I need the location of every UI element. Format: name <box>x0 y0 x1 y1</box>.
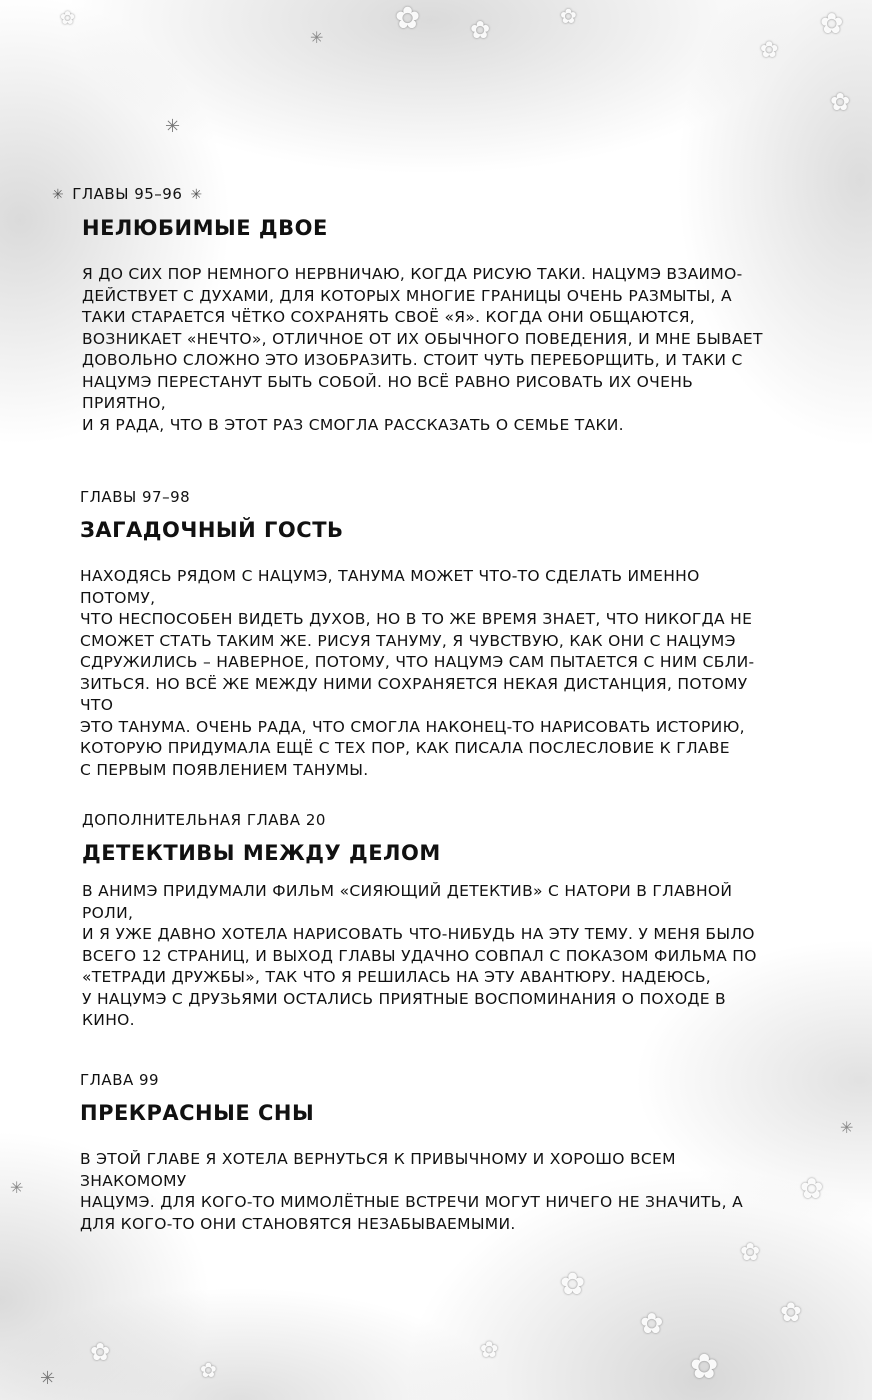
cherry-blossom-icon: ✿ <box>690 1347 719 1387</box>
cherry-blossom-icon: ✿ <box>60 8 76 29</box>
cherry-blossom-icon: ✿ <box>470 16 491 44</box>
cherry-blossom-icon: ✿ <box>480 1338 499 1363</box>
section-body: НАХОДЯСЬ РЯДОМ С НАЦУМЭ, ТАНУМА МОЖЕТ ЧТО-ТО СДЕЛАТЬ ИМЕННО ПОТОМУ, ЧТО НЕСПОСОБЕН ВИДЕТЬ ДУХОВ, НО В ТО ЖЕ ВРЕМЯ ЗНАЕТ, ЧТО НИКОГДА НЕ СМОЖЕТ СТАТЬ ТАКИМ ЖЕ. РИСУЯ ТАНУМУ, Я ЧУВСТВУЮ, КАК ОНИ С НАЦУМЭ СДРУЖИЛИСЬ – НАВЕРНОЕ, ПОТОМУ, ЧТО НАЦУМЭ САМ ПЫТАЕТСЯ С НИМ СБЛИ- ЗИТЬСЯ. НО ВСЁ ЖЕ МЕЖДУ НИМИ СОХРАНЯЕТСЯ НЕКАЯ ДИСТАНЦИЯ, ПОТОМУ ЧТО ЭТО ТАНУМА. ОЧЕНЬ РАДА, ЧТО СМОГЛА НАКОНЕЦ-ТО НАРИСОВАТЬ ИСТОРИЮ, КОТОРУЮ ПРИДУМАЛА ЕЩЁ С ТЕХ ПОР, КАК ПИСАЛА ПОСЛЕСЛОВИЕ К ГЛАВЕ С ПЕРВЫМ ПОЯВЛЕНИЕМ ТАНУМЫ. <box>80 567 755 779</box>
cherry-blossom-icon: ✿ <box>560 4 577 28</box>
sparkle-icon: ✳ <box>10 1178 24 1197</box>
cherry-blossom-icon: ✿ <box>560 1267 586 1302</box>
section-chapter-99 <box>80 1070 780 1235</box>
sparkle-icon: ✳ <box>190 187 203 203</box>
sparkle-icon: ✳ <box>165 116 181 137</box>
section-body: В АНИМЭ ПРИДУМАЛИ ФИЛЬМ «СИЯЮЩИЙ ДЕТЕКТИВ» С НАТОРИ В ГЛАВНОЙ РОЛИ, И Я УЖЕ ДАВНО ХОТЕЛА НАРИСОВАТЬ ЧТО-НИБУДЬ НА ЭТУ ТЕМУ. У МЕНЯ БЫЛО ВСЕГО 12 СТРАНИЦ, И ВЫХОД ГЛАВЫ УДАЧНО СОВПАЛ С ПОКАЗОМ ФИЛЬМА ПО «ТЕТРАДИ ДРУЖБЫ», ТАК ЧТО Я РЕШИЛАСЬ НА ЭТУ АВАНТЮРУ. НАДЕЮСЬ, У НАЦУМЭ С ДРУЗЬЯМИ ОСТАЛИСЬ ПРИЯТНЫЕ ВОСПОМИНАНИЯ О ПОХОДЕ В КИНО. <box>82 882 757 1029</box>
cherry-blossom-icon: ✿ <box>200 1358 217 1382</box>
section-title: ПРЕКРАСНЫЕ СНЫ <box>80 1101 315 1125</box>
cherry-blossom-icon: ✿ <box>740 1238 761 1266</box>
cherry-blossom-icon: ✿ <box>830 88 851 116</box>
cherry-blossom-icon: ✿ <box>760 38 779 63</box>
section-label: ДОПОЛНИТЕЛЬНАЯ ГЛАВА 20 <box>82 811 326 829</box>
cherry-blossom-icon: ✿ <box>780 1298 802 1328</box>
sparkle-icon: ✳ <box>40 1368 56 1389</box>
section-label: ГЛАВА 99 <box>80 1071 160 1089</box>
cherry-blossom-icon: ✿ <box>90 1338 111 1366</box>
section-label: ГЛАВЫ 97–98 <box>80 488 191 506</box>
cherry-blossom-icon: ✿ <box>800 1172 824 1205</box>
cherry-blossom-icon: ✿ <box>820 7 844 40</box>
sparkle-icon: ✳ <box>310 28 324 47</box>
cherry-blossom-icon: ✿ <box>395 1 421 36</box>
section-extra-chapter-20 <box>82 810 782 1032</box>
section-body: В ЭТОЙ ГЛАВЕ Я ХОТЕЛА ВЕРНУТЬСЯ К ПРИВЫЧНОМУ И ХОРОШО ВСЕМ ЗНАКОМОМУ НАЦУМЭ. ДЛЯ КОГО-ТО МИМОЛЁТНЫЕ ВСТРЕЧИ МОГУТ НИЧЕГО НЕ ЗНАЧИТЬ, А ДЛЯ КОГО-ТО ОНИ СТАНОВЯТСЯ НЕЗАБЫВАЕМЫМИ. <box>80 1150 743 1233</box>
sparkle-icon: ✳ <box>840 1118 854 1137</box>
section-title: ЗАГАДОЧНЫЙ ГОСТЬ <box>80 518 344 542</box>
section-label <box>52 184 782 205</box>
section-chapters-97-98 <box>80 487 780 781</box>
sparkle-icon: ✳ <box>52 187 65 203</box>
section-title: НЕЛЮБИМЫЕ ДВОЕ <box>82 216 328 240</box>
section-body: Я ДО СИХ ПОР НЕМНОГО НЕРВНИЧАЮ, КОГДА РИСУЮ ТАКИ. НАЦУМЭ ВЗАИМО- ДЕЙСТВУЕТ С ДУХАМИ, ДЛЯ КОТОРЫХ МНОГИЕ ГРАНИЦЫ ОЧЕНЬ РАЗМЫТЫ, А ТАКИ СТАРАЕТСЯ ЧЁТКО СОХРАНЯТЬ СВОЁ «Я». КОГДА ОНИ ОБЩАЮТСЯ, ВОЗНИКАЕТ «НЕЧТО», ОТЛИЧНОЕ ОТ ИХ ОБЫЧНОГО ПОВЕДЕНИЯ, И МНЕ БЫВАЕТ ДОВОЛЬНО СЛОЖНО ЭТО ИЗОБРАЗИТЬ. СТОИТ ЧУТЬ ПЕРЕБОРЩИТЬ, И ТАКИ С НАЦУМЭ ПЕРЕСТАНУТ БЫТЬ СОБОЙ. НО ВСЁ РАВНО РИСОВАТЬ ИХ ОЧЕНЬ ПРИЯТНО, И Я РАДА, ЧТО В ЭТОТ РАЗ СМОГЛА РАССКАЗАТЬ О СЕМЬЕ ТАКИ. <box>82 265 763 434</box>
section-title: ДЕТЕКТИВЫ МЕЖДУ ДЕЛОМ <box>82 841 441 865</box>
cherry-blossom-icon: ✿ <box>640 1307 664 1340</box>
section-label-text: ГЛАВЫ 95–96 <box>72 185 183 203</box>
section-chapters-95-96 <box>52 184 782 436</box>
